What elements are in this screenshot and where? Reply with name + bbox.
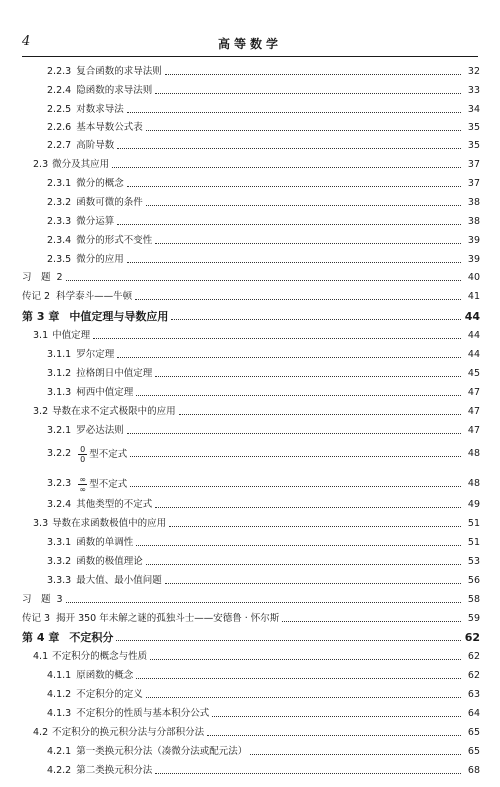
toc-row[interactable] (47, 446, 480, 462)
toc-page-number: 51 (467, 518, 480, 529)
fraction (78, 445, 87, 464)
toc-row[interactable] (22, 289, 480, 305)
toc-number: 3.2.2 (47, 448, 72, 459)
toc-row[interactable] (47, 554, 480, 570)
toc-page-number: 37 (467, 159, 480, 170)
dot-leader (136, 545, 461, 546)
toc-number: 2.3 (33, 159, 49, 170)
toc-title: 不定积分的换元积分法与分部积分法 (52, 727, 205, 738)
toc-page-number: 68 (467, 765, 480, 776)
toc-number: 4.1.1 (47, 670, 72, 681)
toc-row[interactable] (47, 385, 480, 401)
toc-row[interactable] (47, 214, 480, 230)
dot-leader (112, 167, 461, 168)
toc-title: 高阶导数 (76, 140, 115, 151)
toc-number: 2.2.5 (47, 104, 72, 115)
toc-number: 2.2.7 (47, 140, 72, 151)
toc-title: 中值定理 (52, 330, 91, 341)
toc-title: 微分及其应用 (52, 159, 110, 170)
toc-title: 原函数的概念 (76, 670, 134, 681)
toc-title: 微分的概念 (76, 178, 124, 189)
toc-title: 对数求导法 (76, 104, 124, 115)
toc-row[interactable] (47, 366, 480, 382)
toc-row[interactable] (47, 102, 480, 118)
toc-row[interactable] (33, 157, 480, 173)
toc-number: 3.1.3 (47, 387, 72, 398)
toc-title: 导数在求不定式极限中的应用 (52, 406, 176, 417)
toc-title: 中值定理与导数应用 (69, 310, 169, 323)
toc-title: 2 (56, 272, 63, 283)
toc-title: 柯西中值定理 (76, 387, 134, 398)
dot-leader (116, 640, 461, 641)
toc-page-number: 65 (467, 746, 480, 757)
toc-page-number: 62 (467, 651, 480, 662)
dot-leader (127, 186, 461, 187)
dot-leader (130, 456, 461, 457)
toc-page-number: 38 (467, 197, 480, 208)
toc-number: 3.3.2 (47, 556, 72, 567)
dot-leader (250, 754, 461, 755)
toc-page-number: 47 (467, 387, 480, 398)
toc-page-number: 45 (467, 368, 480, 379)
toc-page-number: 56 (467, 575, 480, 586)
toc-row[interactable] (47, 687, 480, 703)
toc-row[interactable] (47, 176, 480, 192)
toc-number: 4.2.2 (47, 765, 72, 776)
toc-row[interactable] (47, 195, 480, 211)
dot-leader (155, 773, 461, 774)
toc-page-number: 44 (467, 330, 480, 341)
toc-page-number: 44 (467, 349, 480, 360)
toc-number: 2.3.4 (47, 235, 72, 246)
dot-leader (155, 243, 461, 244)
toc-page-number: 62 (467, 670, 480, 681)
toc-number: 2.3.1 (47, 178, 72, 189)
toc-number: 3.2 (33, 406, 49, 417)
toc-page-number: 48 (467, 478, 480, 489)
toc-title: 复合函数的求导法则 (76, 66, 162, 77)
toc-row[interactable] (47, 120, 480, 136)
toc-row[interactable] (33, 725, 480, 741)
toc-row[interactable] (47, 535, 480, 551)
toc-number: 2.2.6 (47, 122, 72, 133)
fraction-numerator: 0 (80, 444, 86, 454)
fraction-denominator: ∞ (79, 484, 87, 494)
dot-leader (117, 224, 461, 225)
toc-row[interactable] (47, 497, 480, 513)
toc-title (76, 445, 127, 464)
toc-page-number: 34 (467, 104, 480, 115)
dot-leader (146, 205, 461, 206)
toc-page-number: 38 (467, 216, 480, 227)
dot-leader (66, 602, 461, 603)
toc-page-number: 63 (467, 689, 480, 700)
toc-row[interactable] (47, 668, 480, 684)
toc-page-number: 51 (467, 537, 480, 548)
toc-page-number: 65 (467, 727, 480, 738)
toc-page-number: 39 (467, 254, 480, 265)
dot-leader (117, 148, 461, 149)
toc-number: 第 4 章 (22, 631, 60, 644)
toc-title: 第一类换元积分法（凑微分法或配元法） (76, 746, 248, 757)
toc-number: 3.2.4 (47, 499, 72, 510)
toc-row[interactable] (47, 744, 480, 760)
toc-title: 3 (56, 594, 63, 605)
toc-row[interactable] (33, 328, 480, 344)
toc-page-number: 33 (467, 85, 480, 96)
toc-title: 函数的单调性 (76, 537, 134, 548)
toc-title: 微分的应用 (76, 254, 124, 265)
toc-title: 函数可微的条件 (76, 197, 143, 208)
toc-page-number: 49 (467, 499, 480, 510)
toc-number: 2.3.2 (47, 197, 72, 208)
toc-row[interactable] (47, 138, 480, 154)
toc-title: 拉格朗日中值定理 (76, 368, 153, 379)
toc-title: 微分运算 (76, 216, 115, 227)
toc-page-number: 62 (464, 631, 480, 644)
toc-row[interactable] (47, 573, 480, 589)
toc-title: 不定积分的概念与性质 (52, 651, 148, 662)
toc-number: 4.1 (33, 651, 49, 662)
dot-leader (130, 486, 461, 487)
toc-page-number: 47 (467, 425, 480, 436)
toc-row[interactable] (22, 611, 480, 627)
fraction-denominator: 0 (80, 454, 86, 464)
toc-number: 2.2.4 (47, 85, 72, 96)
toc-page-number: 64 (467, 708, 480, 719)
toc-row[interactable] (33, 404, 480, 420)
toc-title: 微分的形式不变性 (76, 235, 153, 246)
toc-row[interactable] (47, 83, 480, 99)
toc-page-number: 41 (467, 291, 480, 302)
toc-row[interactable] (47, 476, 480, 492)
toc-page-number: 32 (467, 66, 480, 77)
dot-leader (155, 507, 461, 508)
toc-row[interactable] (33, 649, 480, 665)
toc-number: 3.2.3 (47, 478, 72, 489)
toc-page-number: 44 (464, 310, 480, 323)
toc-title: 最大值、最小值问题 (76, 575, 162, 586)
dot-leader (146, 564, 461, 565)
toc-row[interactable] (47, 706, 480, 722)
toc-row[interactable] (47, 233, 480, 249)
dot-leader (165, 74, 461, 75)
dot-leader (171, 319, 461, 320)
toc-title: 不定积分的定义 (76, 689, 143, 700)
toc-number: 传记 3 (22, 613, 51, 624)
dot-leader (117, 357, 461, 358)
dot-leader (127, 112, 461, 113)
toc-number: 3.3.3 (47, 575, 72, 586)
dot-leader (179, 414, 461, 415)
toc-number: 3.3.1 (47, 537, 72, 548)
toc-number: 4.2 (33, 727, 49, 738)
running-title: 高等数学 (217, 37, 282, 51)
toc-page-number: 53 (467, 556, 480, 567)
toc-number: 3.2.1 (47, 425, 72, 436)
dot-leader (212, 716, 461, 717)
dot-leader (165, 583, 461, 584)
toc-row[interactable] (47, 252, 480, 268)
toc-page-number: 58 (467, 594, 480, 605)
dot-leader (136, 678, 461, 679)
toc-number: 习 题 (22, 594, 51, 605)
toc-title: 不定积分 (69, 631, 114, 644)
toc-title-text: 型不定式 (89, 478, 128, 490)
toc-page-number: 47 (467, 406, 480, 417)
dot-leader (150, 659, 461, 660)
dot-leader (127, 262, 461, 263)
toc-title: 导数在求函数极值中的应用 (52, 518, 167, 529)
page-header (22, 34, 478, 52)
toc-number: 3.1 (33, 330, 49, 341)
dot-leader (135, 299, 461, 300)
toc-page-number: 48 (467, 448, 480, 459)
toc-number: 传记 2 (22, 291, 51, 302)
toc-chapter-row[interactable] (22, 309, 480, 325)
toc-number: 习 题 (22, 272, 51, 283)
toc-page-number: 40 (467, 272, 480, 283)
page-number: 4 (22, 34, 31, 49)
toc-title (76, 475, 127, 494)
dot-leader (136, 395, 461, 396)
toc-title: 揭开 350 年未解之谜的孤独斗士——安德鲁 · 怀尔斯 (56, 613, 280, 624)
toc-title: 科学泰斗——牛顿 (56, 291, 133, 302)
toc-page-number: 35 (467, 140, 480, 151)
dot-leader (146, 130, 461, 131)
toc-row[interactable] (33, 516, 480, 532)
toc-page-number: 39 (467, 235, 480, 246)
toc-title: 隐函数的求导法则 (76, 85, 153, 96)
toc-title: 其他类型的不定式 (76, 499, 153, 510)
toc-page-number: 59 (467, 613, 480, 624)
toc-row[interactable] (22, 270, 480, 286)
toc-number: 4.1.2 (47, 689, 72, 700)
toc-title: 函数的极值理论 (76, 556, 143, 567)
toc-number: 2.3.3 (47, 216, 72, 227)
toc-chapter-row[interactable] (22, 630, 480, 646)
toc-number: 第 3 章 (22, 310, 60, 323)
toc-number: 4.2.1 (47, 746, 72, 757)
toc-title: 不定积分的性质与基本积分公式 (76, 708, 210, 719)
header-rule (22, 56, 478, 57)
toc-title: 基本导数公式表 (76, 122, 143, 133)
fraction-numerator: ∞ (79, 474, 87, 484)
dot-leader (93, 338, 461, 339)
toc-number: 2.3.5 (47, 254, 72, 265)
toc-row[interactable] (47, 64, 480, 80)
toc-number: 2.2.3 (47, 66, 72, 77)
toc-row[interactable] (47, 423, 480, 439)
toc-page-number: 35 (467, 122, 480, 133)
toc-number: 3.1.2 (47, 368, 72, 379)
toc-row[interactable] (22, 592, 480, 608)
toc-number: 3.1.1 (47, 349, 72, 360)
dot-leader (127, 433, 461, 434)
toc-title: 罗必达法则 (76, 425, 124, 436)
dot-leader (282, 621, 461, 622)
dot-leader (146, 697, 461, 698)
toc-number: 4.1.3 (47, 708, 72, 719)
dot-leader (66, 280, 461, 281)
toc-title-text: 型不定式 (89, 448, 128, 460)
toc-title: 第二类换元积分法 (76, 765, 153, 776)
toc-page-number: 37 (467, 178, 480, 189)
toc-title: 罗尔定理 (76, 349, 115, 360)
toc-row[interactable] (47, 347, 480, 363)
toc-row[interactable] (47, 763, 480, 779)
dot-leader (155, 376, 461, 377)
dot-leader (169, 526, 461, 527)
toc-number: 3.3 (33, 518, 49, 529)
dot-leader (207, 735, 461, 736)
dot-leader (155, 93, 461, 94)
fraction (78, 475, 87, 494)
